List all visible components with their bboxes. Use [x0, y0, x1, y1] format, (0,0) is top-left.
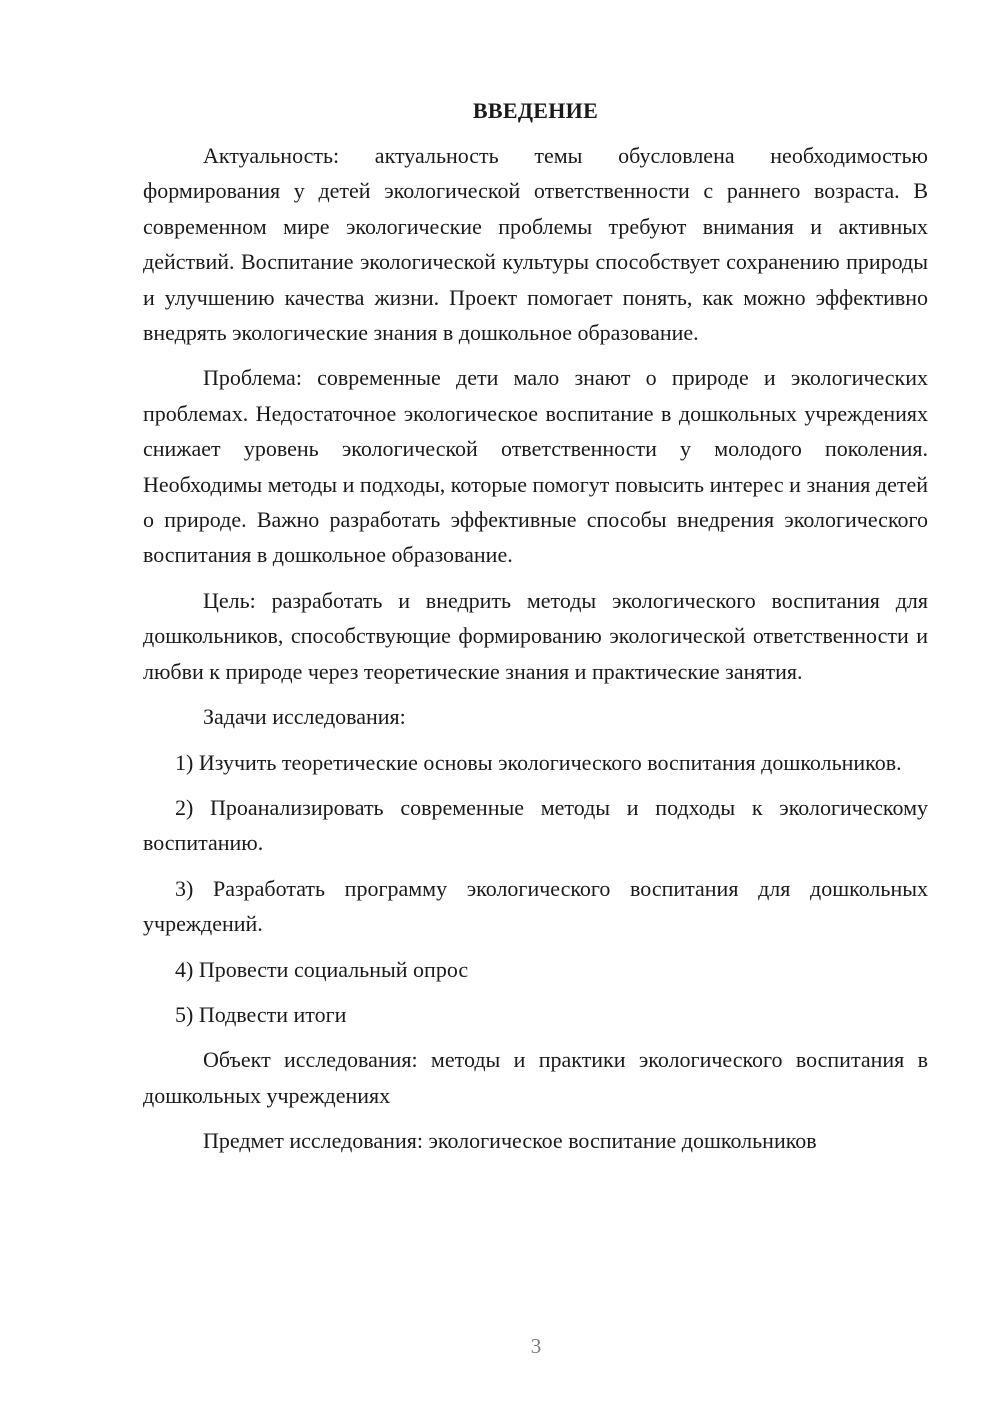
task-item-2: 2) Проанализировать современные методы и подходы к экологическому воспитанию.: [143, 794, 928, 856]
task-item-1: 1) Изучить теоретические основы экологического воспитания дошкольников.: [175, 749, 902, 775]
page-content: [143, 96, 928, 1169]
task-item-3: 3) Разработать программу экологического воспитания для дошкольных учреждений.: [143, 875, 928, 937]
task-item-5: 5) Подвести итоги: [175, 1001, 347, 1027]
research-object-paragraph: Объект исследования: методы и практики экологического воспитания в дошкольных учреждениях: [143, 1047, 928, 1108]
page-title: ВВЕДЕНИЕ: [472, 98, 599, 123]
relevance-paragraph: Актуальность: актуальность темы обусловлена необходимостью формирования у детей экологической ответственности с раннего возраста. В современном мире экологические проблемы требуют внимания и активных действий. Воспитание экологической культуры способствует сохранению природы и улучшению качества жизни. Проект помогает понять, как можно эффективно внедрять экологические знания в дошкольное образование.: [143, 143, 928, 346]
tasks-heading: Задачи исследования:: [203, 704, 406, 730]
goal-paragraph: Цель: разработать и внедрить методы экологического воспитания для дошкольников, способствующие формированию экологической ответственности и любви к природе через теоретические знания и практические занятия.: [143, 587, 928, 684]
page-number: 3: [530, 1334, 542, 1358]
research-subject-paragraph: Предмет исследования: экологическое воспитание дошкольников: [203, 1128, 817, 1154]
problem-paragraph: Проблема: современные дети мало знают о природе и экологических проблемах. Недостаточное экологическое воспитание в дошкольных учреждениях снижает уровень экологической ответственности у молодого поколения. Необходимы методы и подходы, которые помогут повысить интерес и знания детей о природе. Важно разработать эффективные способы внедрения экологического воспитания в дошкольное образование.: [143, 365, 928, 568]
task-item-4: 4) Провести социальный опрос: [175, 956, 469, 982]
